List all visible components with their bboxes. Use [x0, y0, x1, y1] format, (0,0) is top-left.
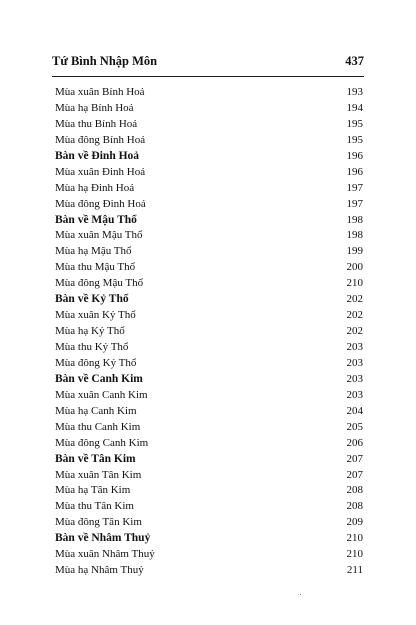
toc-entry-page: 203: [346, 372, 363, 385]
toc-entry-page: 207: [346, 468, 363, 481]
toc-entry: [55, 515, 364, 531]
toc-entry-label: Mùa hạ Nhâm Thuỷ: [55, 564, 144, 577]
toc-entry-page: 197: [346, 181, 363, 194]
toc-entry: [55, 547, 364, 563]
toc-entry-label: Mùa đông Canh Kim: [55, 436, 149, 449]
print-speck: [300, 594, 301, 595]
toc-entry-label: Bàn về Đinh Hoả: [55, 149, 140, 162]
toc-entry-page: 208: [346, 500, 363, 513]
toc-entry: [55, 101, 364, 117]
toc-section-heading: [55, 372, 364, 388]
toc-entry: [55, 356, 364, 372]
toc-entry-page: 205: [346, 420, 363, 433]
toc-entry-label: Mùa hạ Tân Kim: [55, 484, 131, 497]
toc-entry-label: Bàn về Nhâm Thuỷ: [55, 532, 151, 545]
toc-entry-page: 195: [346, 117, 363, 130]
toc-entry-page: 208: [346, 484, 363, 497]
toc-entry-page: 211: [346, 564, 363, 577]
toc-entry-label: Mùa thu Canh Kim: [55, 420, 141, 433]
toc-entry-page: 203: [346, 341, 363, 353]
toc-entry: [55, 563, 364, 579]
toc-entry-page: 203: [346, 356, 363, 369]
toc-entry-label: Mùa đông Bính Hoả: [55, 133, 146, 146]
toc-entry-label: Mùa xuân Bính Hoả: [55, 86, 145, 98]
toc-entry-label: Mùa đông Mậu Thổ: [55, 277, 144, 290]
toc-entry-page: 202: [346, 325, 363, 338]
toc-entry-label: Bàn về Mậu Thổ: [55, 213, 137, 226]
toc-entry: [55, 181, 364, 197]
toc-entry-label: Mùa thu Bính Hoả: [55, 117, 138, 130]
toc-entry-label: Mùa hạ Đinh Hoả: [55, 181, 135, 194]
toc-entry-page: 196: [346, 149, 363, 162]
toc-entry: [55, 244, 364, 260]
toc-entry: [55, 420, 364, 436]
toc-entry-label: Mùa xuân Canh Kim: [55, 388, 148, 401]
toc-entry: [55, 276, 364, 292]
toc-entry: [55, 85, 364, 101]
toc-entry-label: Mùa xuân Kỷ Thổ: [55, 309, 136, 322]
toc-entry-label: Mùa hạ Canh Kim: [55, 404, 137, 417]
toc-entry: [55, 388, 364, 404]
toc-entry-label: Mùa thu Mậu Thổ: [55, 261, 136, 274]
toc-entry-label: Bàn về Tân Kim: [55, 452, 136, 465]
toc-section-heading: [55, 531, 364, 547]
toc-entry-page: 210: [346, 277, 363, 290]
toc-entry-page: 202: [346, 293, 363, 306]
header-rule: [52, 76, 364, 77]
toc-entry: [55, 260, 364, 276]
toc-entry-label: Mùa xuân Mậu Thổ: [55, 229, 143, 242]
toc-entry: [55, 133, 364, 149]
toc-entry-label: Mùa đông Đinh Hoả: [55, 197, 146, 210]
toc-entry-page: 203: [346, 388, 363, 401]
toc-entry: [55, 228, 364, 244]
book-title: Tứ Bình Nhập Môn: [52, 54, 158, 68]
toc-entry: [55, 483, 364, 499]
toc-entry-label: Mùa xuân Tân Kim: [55, 468, 142, 481]
toc-entry-label: Mùa đông Kỷ Thổ: [55, 356, 137, 369]
running-header: [52, 54, 364, 76]
toc-section-heading: [55, 452, 364, 468]
toc-entry-label: Bàn về Canh Kim: [55, 372, 143, 385]
toc-entry: [55, 308, 364, 324]
toc-entry-page: 194: [346, 101, 363, 114]
toc-entry: [55, 197, 364, 213]
toc-entry: [55, 340, 364, 356]
toc-entry-page: 197: [346, 197, 363, 210]
page-number: 437: [345, 54, 364, 68]
toc-entry-label: Mùa hạ Kỷ Thổ: [55, 325, 125, 338]
toc-entry-label: Mùa thu Tân Kim: [55, 500, 134, 513]
toc-entry-page: 210: [346, 532, 363, 545]
toc-section-heading: [55, 213, 364, 229]
toc-entry: [55, 404, 364, 420]
toc-entry-label: Mùa xuân Nhâm Thuỷ: [55, 548, 155, 561]
toc-entry: [55, 436, 364, 452]
toc-section-heading: [55, 149, 364, 165]
toc-entry-page: 206: [346, 436, 363, 449]
toc-entry-label: Mùa hạ Bính Hoả: [55, 101, 134, 114]
toc-entry: [55, 117, 364, 133]
toc-entry-label: Mùa thu Kỷ Thổ: [55, 341, 129, 353]
toc-entry-label: Mùa đông Tân Kim: [55, 516, 142, 529]
toc-entry: [55, 499, 364, 515]
toc-entry: [55, 324, 364, 340]
toc-entry-label: Mùa xuân Đinh Hoả: [55, 165, 146, 178]
toc-entry-page: 196: [346, 165, 363, 178]
toc-entry-page: 195: [346, 133, 363, 146]
toc-entry-page: 209: [346, 516, 363, 529]
toc-entry: [55, 165, 364, 181]
toc-entry-page: 210: [346, 548, 363, 561]
toc-entry-page: 199: [346, 245, 363, 258]
toc-entry-page: 198: [346, 229, 363, 242]
toc-entry-label: Bàn về Kỷ Thổ: [55, 293, 129, 306]
toc-entry-label: Mùa hạ Mậu Thổ: [55, 245, 132, 258]
toc-entry-page: 198: [346, 213, 363, 226]
table-of-contents: [55, 85, 364, 579]
toc-entry-page: 207: [346, 452, 363, 465]
toc-entry: [55, 468, 364, 484]
toc-entry-page: 193: [346, 86, 363, 98]
toc-entry-page: 200: [346, 261, 363, 274]
toc-section-heading: [55, 292, 364, 308]
toc-entry-page: 202: [346, 309, 363, 322]
toc-entry-page: 204: [346, 404, 363, 417]
